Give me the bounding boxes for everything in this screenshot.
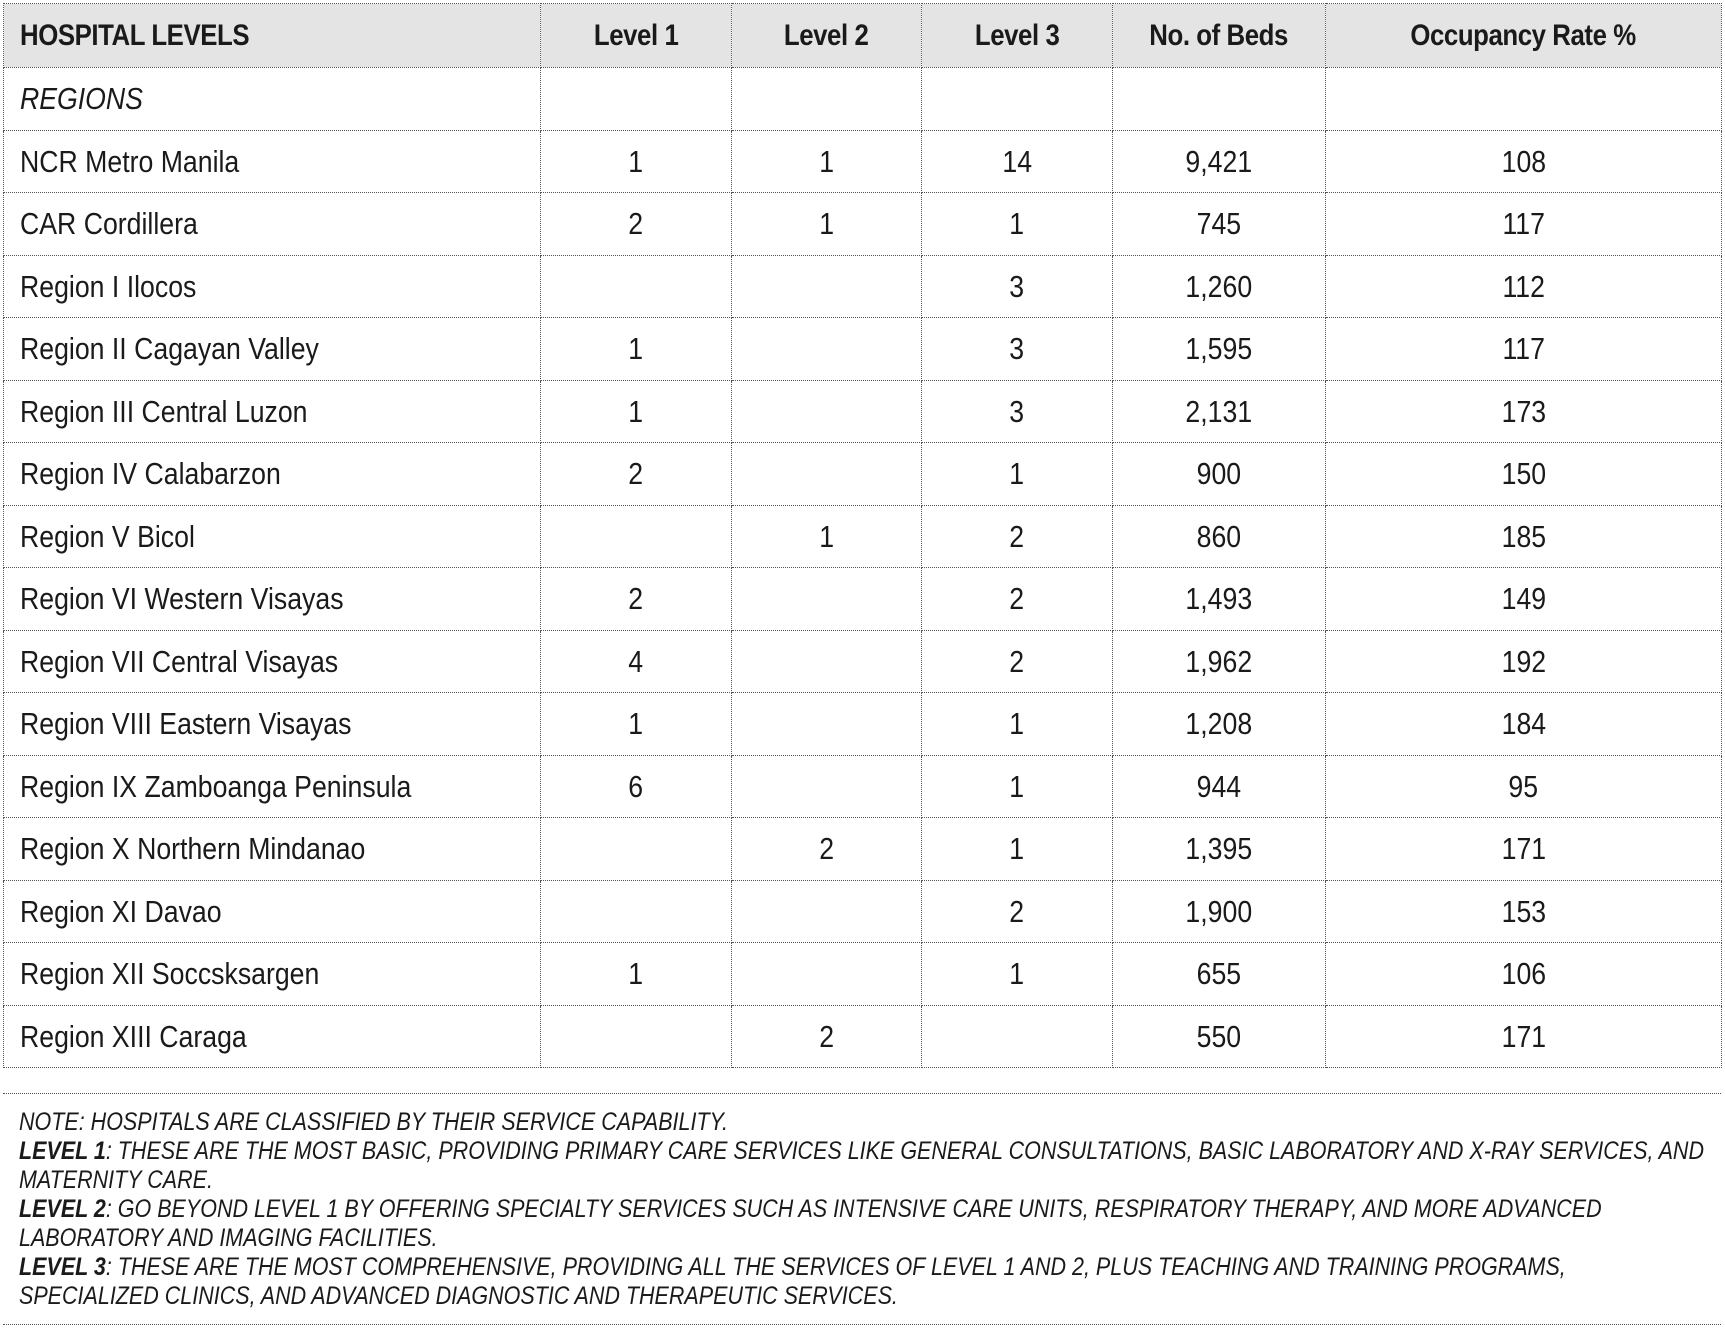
occupancy-rate: 149: [1326, 568, 1722, 631]
level-2-count: [732, 255, 922, 318]
level-3-count: [922, 1005, 1113, 1068]
level-3-count: 1: [922, 443, 1113, 506]
occupancy-rate: 95: [1326, 755, 1722, 818]
bed-count: 900: [1113, 443, 1326, 506]
level-2-count: [732, 318, 922, 381]
level-1-count: 1: [541, 943, 732, 1006]
footnote-block: [3, 1093, 1721, 1325]
level-2-count: [732, 380, 922, 443]
level-2-count: [732, 943, 922, 1006]
occupancy-rate: 192: [1326, 630, 1722, 693]
level-1-count: 2: [541, 193, 732, 256]
level-1-count: 1: [541, 318, 732, 381]
note-level3-text: : THESE ARE THE MOST COMPREHENSIVE, PROVIDING ALL THE SERVICES OF LEVEL 1 AND 2, PLUS TEACHING AND TRAINING PROGRAMS, SPECIALIZED CLINICS, AND ADVANCED DIAGNOSTIC AND THERAPEUTIC SERVICES.: [19, 1253, 1566, 1310]
table-row: [4, 505, 1722, 568]
level-2-count: 1: [732, 505, 922, 568]
table-row: [4, 193, 1722, 256]
table-row: [4, 568, 1722, 631]
level-2-count: [732, 568, 922, 631]
level-2-count: [732, 443, 922, 506]
level-2-count: [732, 755, 922, 818]
table-row: [4, 318, 1722, 381]
bed-count: 2,131: [1113, 380, 1326, 443]
table-row: [4, 630, 1722, 693]
occupancy-rate: 153: [1326, 880, 1722, 943]
level-1-count: 6: [541, 755, 732, 818]
level-3-count: 1: [922, 755, 1113, 818]
bed-count: 860: [1113, 505, 1326, 568]
table-row: [4, 380, 1722, 443]
level-2-count: [732, 630, 922, 693]
region-name: Region V Bicol: [4, 505, 541, 568]
note-level3-label: LEVEL 3: [19, 1253, 106, 1281]
level-2-count: 1: [732, 130, 922, 193]
occupancy-rate: 171: [1326, 1005, 1722, 1068]
bed-count: 1,962: [1113, 630, 1326, 693]
table-body: [4, 68, 1722, 1068]
region-name: CAR Cordillera: [4, 193, 541, 256]
region-name: Region XIII Caraga: [4, 1005, 541, 1068]
header-level-3: Level 3: [922, 4, 1113, 68]
regions-section-row: [4, 68, 1722, 131]
level-3-count: 14: [922, 130, 1113, 193]
level-3-count: 3: [922, 380, 1113, 443]
bed-count: 1,900: [1113, 880, 1326, 943]
bed-count: 745: [1113, 193, 1326, 256]
table-row: [4, 443, 1722, 506]
bed-count: 655: [1113, 943, 1326, 1006]
level-1-count: 1: [541, 693, 732, 756]
level-3-count: 2: [922, 630, 1113, 693]
bed-count: 1,395: [1113, 818, 1326, 881]
bed-count: 1,493: [1113, 568, 1326, 631]
occupancy-rate: 171: [1326, 818, 1722, 881]
table-row: [4, 693, 1722, 756]
level-1-count: [541, 880, 732, 943]
level-1-count: 2: [541, 568, 732, 631]
header-hospital-levels: HOSPITAL LEVELS: [4, 4, 541, 68]
level-3-count: 2: [922, 880, 1113, 943]
table-row: [4, 1005, 1722, 1068]
table-row: [4, 130, 1722, 193]
level-3-count: 1: [922, 943, 1113, 1006]
occupancy-rate: 112: [1326, 255, 1722, 318]
footnote-text: [19, 1108, 1705, 1311]
header-no-of-beds: No. of Beds: [1113, 4, 1326, 68]
level-2-count: 1: [732, 193, 922, 256]
bed-count: 1,595: [1113, 318, 1326, 381]
occupancy-rate: 173: [1326, 380, 1722, 443]
occupancy-rate: 185: [1326, 505, 1722, 568]
occupancy-rate: 184: [1326, 693, 1722, 756]
occupancy-rate: 117: [1326, 193, 1722, 256]
level-3-count: 1: [922, 818, 1113, 881]
region-name: Region VI Western Visayas: [4, 568, 541, 631]
table-row: [4, 818, 1722, 881]
bed-count: 1,208: [1113, 693, 1326, 756]
level-1-count: 1: [541, 130, 732, 193]
header-level-2: Level 2: [732, 4, 922, 68]
occupancy-rate: 108: [1326, 130, 1722, 193]
note-level1-text: : THESE ARE THE MOST BASIC, PROVIDING PRIMARY CARE SERVICES LIKE GENERAL CONSULTATIONS, BASIC LABORATORY AND X-RAY SERVICES, AND MATERNITY CARE.: [19, 1137, 1704, 1194]
level-3-count: 2: [922, 568, 1113, 631]
bed-count: 9,421: [1113, 130, 1326, 193]
level-2-count: 2: [732, 818, 922, 881]
note-level1-label: LEVEL 1: [19, 1137, 106, 1165]
region-name: Region XI Davao: [4, 880, 541, 943]
level-3-count: 3: [922, 255, 1113, 318]
level-2-count: 2: [732, 1005, 922, 1068]
table-row: [4, 880, 1722, 943]
region-name: Region III Central Luzon: [4, 380, 541, 443]
header-level-1: Level 1: [541, 4, 732, 68]
level-1-count: 4: [541, 630, 732, 693]
level-1-count: [541, 818, 732, 881]
region-name: Region X Northern Mindanao: [4, 818, 541, 881]
header-occupancy-rate: Occupancy Rate %: [1326, 4, 1722, 68]
level-2-count: [732, 880, 922, 943]
level-1-count: [541, 505, 732, 568]
hospital-levels-table: [3, 3, 1722, 1068]
table-row: [4, 943, 1722, 1006]
regions-label: REGIONS: [4, 68, 541, 131]
level-3-count: 3: [922, 318, 1113, 381]
level-2-count: [732, 693, 922, 756]
region-name: Region VIII Eastern Visayas: [4, 693, 541, 756]
occupancy-rate: 150: [1326, 443, 1722, 506]
region-name: Region II Cagayan Valley: [4, 318, 541, 381]
bed-count: 944: [1113, 755, 1326, 818]
region-name: Region VII Central Visayas: [4, 630, 541, 693]
bed-count: 550: [1113, 1005, 1326, 1068]
region-name: Region I Ilocos: [4, 255, 541, 318]
level-1-count: [541, 1005, 732, 1068]
level-1-count: 2: [541, 443, 732, 506]
level-3-count: 2: [922, 505, 1113, 568]
occupancy-rate: 106: [1326, 943, 1722, 1006]
table-row: [4, 755, 1722, 818]
note-level2-text: : GO BEYOND LEVEL 1 BY OFFERING SPECIALTY SERVICES SUCH AS INTENSIVE CARE UNITS, RESPIRATORY THERAPY, AND MORE ADVANCED LABORATORY AND IMAGING FACILITIES.: [19, 1195, 1602, 1252]
level-1-count: 1: [541, 380, 732, 443]
region-name: Region IV Calabarzon: [4, 443, 541, 506]
level-3-count: 1: [922, 193, 1113, 256]
note-level2-label: LEVEL 2: [19, 1195, 106, 1223]
occupancy-rate: 117: [1326, 318, 1722, 381]
table-row: [4, 255, 1722, 318]
table-header-row: [4, 4, 1722, 68]
level-3-count: 1: [922, 693, 1113, 756]
bed-count: 1,260: [1113, 255, 1326, 318]
note-intro: NOTE: HOSPITALS ARE CLASSIFIED BY THEIR SERVICE CAPABILITY.: [19, 1108, 728, 1136]
region-name: Region IX Zamboanga Peninsula: [4, 755, 541, 818]
region-name: Region XII Soccsksargen: [4, 943, 541, 1006]
level-1-count: [541, 255, 732, 318]
region-name: NCR Metro Manila: [4, 130, 541, 193]
